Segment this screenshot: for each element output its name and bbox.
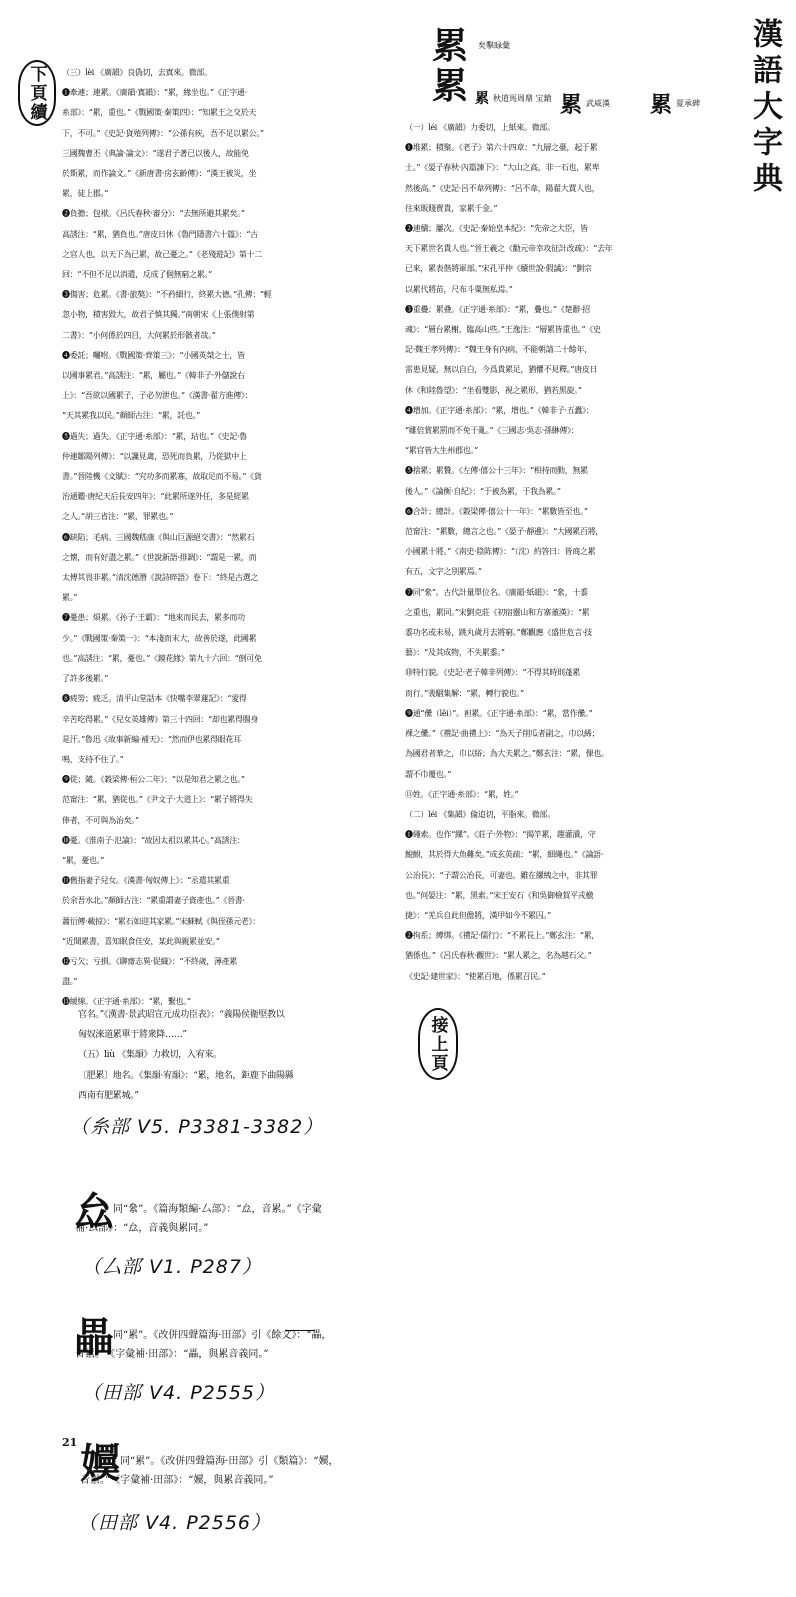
text-line: 記·魏王孝列傳》：“魏王身有內病，不能朝請二十餘年， [405,345,592,355]
text-line: 公冶長》：“子謂公冶長，可妻也。雖在縲絏之中，非其罪 [405,870,598,880]
text-line: 三國魏曹丕《典論·論文》：“遂君子著已以後人，故能免 [62,148,249,158]
text-line: 仲連鄒陽列傳》：“以讒見禽，恐死而負累，乃從獄中上 [62,451,247,461]
variant-label: 武威漢 [586,99,611,108]
text-line: 為國君者華之，巾以綌；為大夫累之。”鄭玄注：“累，倮也。 [405,749,609,759]
entry-text-2 [75,1326,332,1364]
text-line: 黍功名或未易，跳丸歲月去將窮。”鄭觀應《盛世危言·技 [405,628,592,638]
text-line: ❸傷害；危累。《書·旅獒》：“不矜細行，終累大德。”孔傳：“輕 [62,290,272,300]
text-line: 官名。”《漢書·景武昭宣元成功臣表》：“義陽侯衛堅教以 [78,1010,285,1020]
handwritten-note-1: （糸部 V5. P3381-3382） [70,1116,324,1138]
text-line: 捷》：“羌兵自此但儋將，漢甲如今不累囚。” [405,910,551,920]
text-line: ❷負擔；包袱。《呂氏春秋·審分》：“去無所避其累矣。” [62,209,245,219]
text-line: 而行。”裴駰集解：“累，轉行貌也。” [405,688,524,698]
headword-variant-3 [650,88,700,119]
text-line: （一）léi 《廣韻》力委切，上紙來。微部。 [405,123,555,132]
text-line: 累，徒上郡。” [62,189,108,199]
entry-char-1: 厽 [74,1188,114,1235]
text-line: 回：“不但不足以消遣，反成了個無窮之累。” [62,270,212,280]
text-line: 休《和陸魯望》：“坐看雙影，視之累形，猶若黑旋。” [405,385,582,395]
text-line: “雖倍賞累罰而不免于亂。”《三國志·吳志·孫綝傳》： [405,426,579,436]
text-line: ❻缺陷；毛病。三國魏嵇康《與山巨源絕交書》：“然累石 [62,532,255,542]
text-line: 之重也，累同。”宋劉克莊《初宿靈山和方寨董漢》：“累 [405,607,590,617]
variant-glyph: 累 [560,92,583,118]
text-line: ❼憂患；煩累。《孙子·王霸》：“地來而民去，累多而功 [62,613,245,623]
entry-char-2: 畾 [74,1314,114,1361]
text-line: ❼同“絫”。古代計量單位名。《廣韻·紙韻》：“絫，十黍 [405,587,588,597]
entry-line: 補·厶部》：“厽，音義與累同。” [75,1223,209,1234]
text-line: 雷患見疑，無以自白，今爲貴累足，猶懼不見釋。”唐皮日 [405,365,598,375]
text-line: 有五，文字之別累焉。” [405,567,482,577]
text-line: ⓬亏欠；亏損。《聊齋志異·促織》：“不終歲，薄產累 [62,956,238,966]
stamp-continued-from-previous-text: 接上頁 [427,1015,448,1073]
text-line: ⓾特行貌。《史記·老子韓非列傳》：“不得其時則蓬累 [405,668,581,678]
entry-line: 音累。”《字彙補·田部》：“嬽，與累音義同。” [80,1475,274,1486]
text-line: 高誘注：“累，猶負也。”唐皮日休《魯門隱書六十篇》：“古 [62,229,258,239]
entry-line: 同“累”。《改併四聲篇海·田部》引《類篇》：“嬽， [120,1456,339,1467]
text-line: 辛苦吃得累。”《兒女英雄傳》第三十四回：“却也累得腸身 [62,714,259,724]
text-line: ⓭緩線。《正字通·糸部》：“累，繫也。” [62,997,191,1007]
text-line: 土。”《晏子春秋·內篇諫下》：“大山之高，非一石也，累卑 [405,163,600,173]
text-line: 下，不可。”《史記·貨殖列傳》：“公孫有疾，吾不足以累公。” [62,128,264,138]
text-line: 天下累世名貴人也。”晉王羲之《勸元帝幸攻征計改疏》：“去年 [405,244,613,254]
text-line: 往來販賤賣貴，家累千金。” [405,203,498,213]
text-line: 范甯注：“累數，總言之也。”《晏子·靜邊》：“大國累百將， [405,527,604,537]
text-line: 累。” [62,593,78,603]
text-line: ❶牽連；連累。《廣韻·寘韻》：“累，緣坐也。”《正字通· [62,88,247,98]
text-line: ❶繩索。也作“縲”。《莊子·外物》：“揭竿累，趨灌瀆，守 [405,830,596,840]
entry-line: 同“絫”。《篇海類編·厶部》：“厽，音累。”《字彙 [113,1204,322,1215]
text-line: 《史記·建世家》：“使累百地，係累召民。” [405,971,546,981]
text-line: 也。”高誘注：“累，憂也。”《鏡花緣》第九十六回：“倒可免 [62,653,262,663]
headword-variant-2 [560,88,610,119]
text-line: 於斯累，而作論文。”《新唐書·房玄齡傳》：“漢王被災，坐 [62,169,257,179]
left-column [62,63,412,1007]
headword-note: 矣擊睩彙 [478,41,510,50]
text-line: 後人。”《論衡·自紀》：“于被為累，于我為累。” [405,486,561,496]
variant-label: 秋道馬周鼎 宝鎗 [493,93,552,103]
text-line: （二）léi 《集韻》倫追切，平脂來。微部。 [405,809,555,819]
text-line: 書。”晉陸機《文賦》：“究功多而累寡，故取足而不易。”《貨 [62,472,262,482]
headword-char-bottom: 累 [432,65,469,107]
handwritten-note-2: （厶部 V1. P287） [82,1256,262,1278]
text-line: “累官皆大生州郡也。” [405,446,478,456]
headword-char-top: 累 [432,25,469,67]
variant-glyph: 累 [475,91,489,107]
text-line: 也。”何晏注：“累，黑索。”宋王安石《和吳御檢賀平戎檄 [405,890,594,900]
text-line: 小國累十將。”《南史·陰陈傳》：“（沈）約答曰：皆商之累 [405,547,596,557]
text-line: 之懷，而有好盡之累。”《世說新語·排調》：“謂是一累，而 [62,552,257,562]
text-line: 忽小物，積害毀大，故君子慎其獨。”南朝宋《上張僕射第 [62,310,255,320]
text-line: 猶係也。”《呂氏春秋·觀世》：“累人累之，名為越石父。” [405,951,592,961]
entry-char-3: 嬽 [80,1440,120,1487]
text-line: ❿憂。《淮南子·氾論》：“故因太祖以累其心。”高誘注： [62,835,245,845]
text-line: 匈奴淶道累單于將衆降……” [78,1030,187,1041]
text-line: 糸部》：“累，重也。”《戰國策·秦策四》：“知累王之交於天 [62,108,257,118]
entry-line: 同“累”。《改併四聲篇海·田部》引《餘文》：“畾， [113,1330,332,1341]
headword-variant-1 [475,88,553,108]
text-line: 俸者，不可與為治矣。” [62,815,139,825]
text-line: 上》：“吾欲以國累子，子必勿泄也。”《漢書·翟方進傳》： [62,391,253,401]
text-line: ❾從；隨。《穀梁傳·桓公二年》：“以是知君之累之也。” [62,775,245,785]
text-line: ❹增加。《正字通·糸部》：“累，增也。”《韓非子·五蠹》： [405,405,594,415]
stamp-continued-next [18,60,56,126]
text-line: ❾通“儽（lěi）”。袒累。《正字通·糸部》：“累，當作儽。” [405,708,593,718]
text-line: 已來，累表偕將軍部。”宋孔平仲《續世說·假譎》：“劉宗 [405,264,592,274]
text-line: “天其累我以民。”顏師古注：“累，託也。” [62,411,201,421]
text-line: “累，憂也。” [62,855,105,865]
text-line: 之人。”胡三省注：“累，罪累也。” [62,512,174,522]
text-line: 謂不巾覆也。” [405,769,451,779]
text-line: 之官人也，以天下為已累，故己憂之。”《老殘遊記》第十二 [62,249,262,259]
variant-label: 夏承碑 [676,99,701,108]
text-line: 太傅其畏非累。”清沈德潛《說詩晬語》卷下：“終是古選之 [62,573,259,583]
text-line: 於余吾水北。”顏師古注：“累重謂妻子資產也。”《晉書· [62,896,245,906]
text-line: ❷連續；屢次。《史記·秦始皇本紀》：“先帝之大臣，皆 [405,224,588,234]
text-line: 鯢鮒，其於得大魚難矣。”成玄英疏：“累，細繩也。”《論語· [405,850,604,860]
text-line: ❽疲勞；疲乏。清平山堂話本《快嘴李翠蓮記》：“愛得 [62,694,247,704]
text-line: “近聞累書，喜知眠食佳安，某此與親累並安。” [62,936,220,946]
text-line: ❶堆累；積聚。《老子》第六十四章：“九層之臺，起于累 [405,143,598,153]
text-line: ⓫舊指妻子兒女。《漢書·匈奴傳上》：“丞遣其累重 [62,876,230,886]
text-line: ❺過失；過失。《正字通·糸部》：“累，玷也。”《史記·魯 [62,431,247,441]
entry-text-1 [75,1200,322,1238]
right-column [405,118,777,981]
text-line: 然後高。”《史記·呂不韋列傳》：“呂不韋，陽翟大賈人也， [405,183,600,193]
stamp-continued-next-text: 下頁續 [26,64,47,122]
text-line: （五）liù 《集韻》力救切，入宥來。 [78,1050,222,1061]
text-line: 藝》：“及其成物，不失累黍。” [405,648,505,658]
text-line: 治通鑑·唐紀天后長安四年》：“此累所遂外任，多是經累 [62,492,249,502]
text-line: ❷拘系；縛绑。《禮記·儒行》：“不累長上。”鄭玄注：“累， [405,931,600,941]
text-line: ❹委託；囑咐。《戰國策·齊策三》：“小國英桀之士，皆 [62,350,245,360]
text-line: 裸之儽。”《禮記·曲禮上》：“為天子削瓜者副之，巾以絺； [405,729,600,739]
text-line: ❸重疊；累叠。《正字通·糸部》：“累，疊也。”《楚辭·招 [405,304,590,314]
text-line: 了許多後累。” [62,674,108,684]
stamp-continued-from-previous [418,1008,458,1080]
text-line: 鳴，支持不住了。” [62,754,124,764]
text-line: 是汗。”魯迅《故事新編·補天》：“然而伊也累得眼花耳 [62,734,241,744]
entry-line: 音累。”《字彙補·田部》：“畾，與累音義同。” [75,1349,269,1360]
text-line: 〔肥累〕地名。《集韻·宥韻》：“累，地名，鉅鹿下曲陽縣 [78,1070,294,1081]
entry-text-3 [80,1452,339,1490]
text-line: （三）lèi 《廣韻》良偽切，去寘來。微部。 [62,68,212,77]
text-line: 西南有肥累城。” [78,1090,139,1101]
text-line: ❺捨累；累贅。《左傳·僖公十三年》：“相持而動，無累 [405,466,588,476]
page-number: 21 [62,1436,78,1449]
text-line: 少。”《戰國策·秦策一》：“本淺而末大，故善於遂，此國累 [62,633,257,643]
text-line: 二書》：“小何係於四目，大何累於形骸者哉。” [62,330,216,340]
text-line: ⑪姓。《正字通·糸部》：“累，姓。” [405,789,519,799]
dictionary-title: 漢語大字典 [747,18,782,198]
handwritten-note-4: （田部 V4. P2556） [78,1512,272,1534]
text-line: 范甯注：“累，猶從也。”《尹文子·大道上》：“累子將得失 [62,795,253,805]
text-line: 以國事累君。”高誘注：“累，屬也。”《韓非子·外儲說右 [62,371,245,381]
variant-glyph: 累 [650,92,673,118]
handwritten-note-3: （田部 V4. P2555） [82,1382,276,1404]
text-line: 蕭衍傳·載掠》：“累石如迎其家累。”宋蘇軾《與侄孫元老》： [62,916,261,926]
text-line: ❻合計；總計。《穀梁傳·僖公十一年》：“累數皆至也。” [405,506,588,516]
text-line: 以累代將苗，尺布斗粟無私焉。” [405,284,513,294]
continuation-block [78,1005,408,1109]
text-line: 盡。” [62,977,78,987]
text-line: 魂》：“層台累榭，臨高山些。”王逸注：“層累皆重也。”《史 [405,325,601,335]
